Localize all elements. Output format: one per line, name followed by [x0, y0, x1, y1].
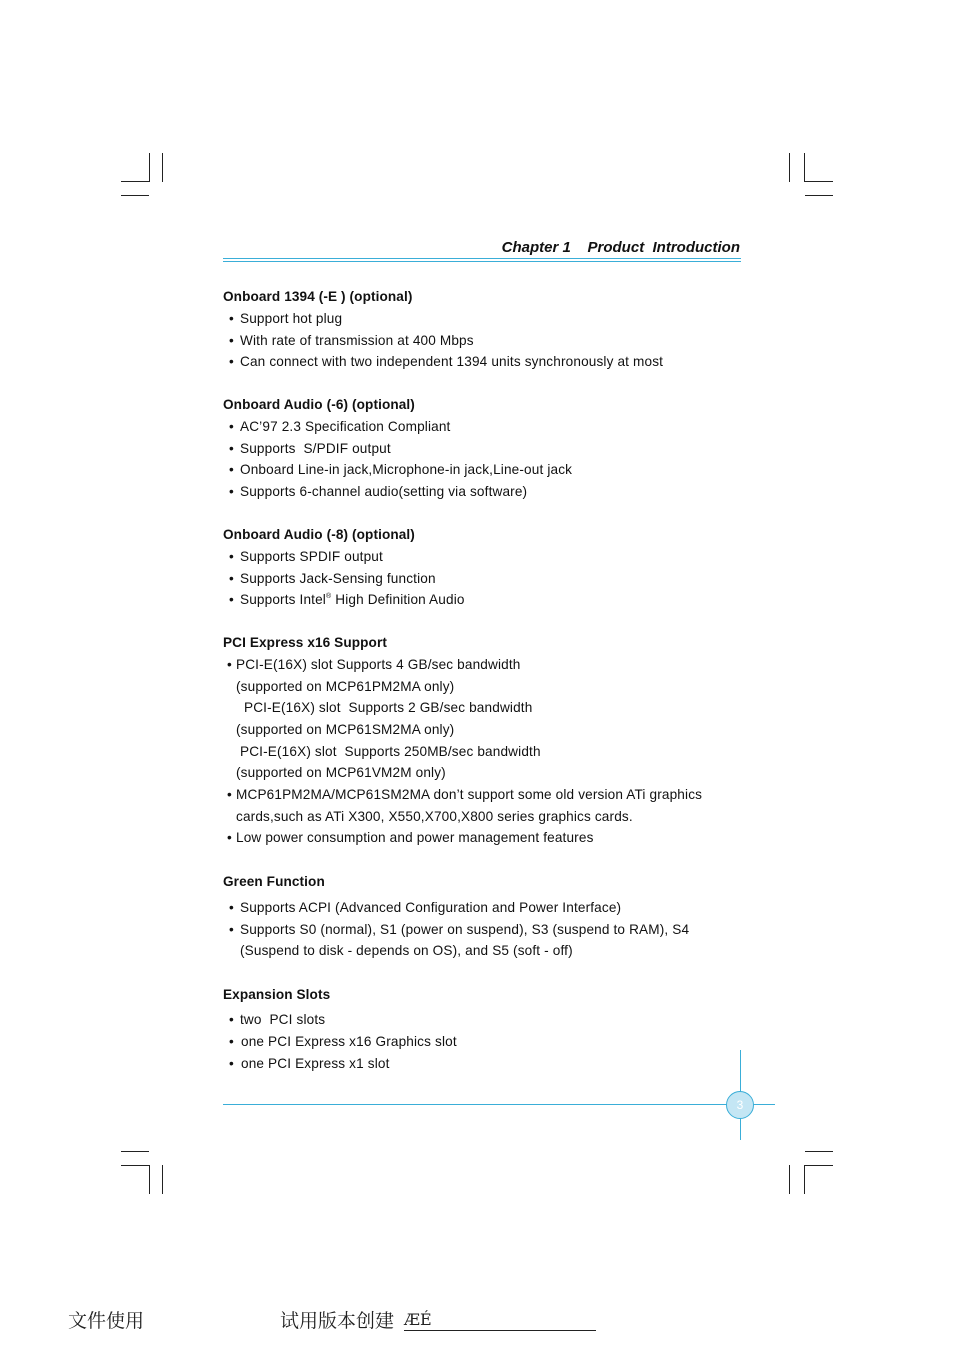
crop-mark: [789, 153, 790, 182]
list-item: • Supports Intel® High Definition Audio: [223, 589, 763, 611]
list-item: • Supports 6-channel audio(setting via software): [223, 481, 763, 503]
crop-mark: [149, 153, 150, 182]
crop-mark: [162, 153, 163, 182]
bullet: •: [229, 462, 234, 478]
bullet: •: [229, 921, 234, 937]
bullet: •: [229, 311, 234, 326]
bullet: •: [229, 592, 234, 608]
list-item: • two PCI slots: [223, 1009, 763, 1031]
list-item-continuation: (supported on MCP61SM2MA only): [236, 721, 455, 737]
footer-right-text: 试用版本创建: [280, 1310, 395, 1332]
list-item-continuation: (supported on MCP61PM2MA only): [236, 678, 455, 694]
list-item-continuation: PCI-E(16X) slot Supports 2 GB/sec bandwidth: [244, 700, 533, 716]
section-title: Expansion Slots: [223, 987, 331, 1003]
section-expansion-slots: [223, 984, 763, 1074]
bullet: •: [229, 570, 234, 586]
bullet: •: [229, 1012, 234, 1028]
header-rule: [223, 258, 741, 259]
bullet: •: [229, 354, 234, 370]
list-item: • Support hot plug: [223, 308, 763, 330]
crop-mark: [121, 181, 149, 182]
footer-left-text: 文件使用: [68, 1310, 145, 1332]
crop-mark: [162, 1165, 163, 1194]
list-item: • Supports ACPI (Advanced Configuration and Power Interface): [223, 897, 763, 919]
bullet: •: [227, 656, 232, 672]
crop-mark: [805, 1151, 833, 1152]
list-item: • Onboard Line-in jack,Microphone-in jack,Line-out jack: [223, 459, 763, 481]
list-item-continuation: cards,such as ATi X300, X550,X700,X800 series graphics cards.: [236, 808, 633, 824]
crop-mark: [121, 1165, 149, 1166]
footer-right-suffix: ÆÉ: [404, 1310, 432, 1329]
header-rule: [223, 261, 741, 262]
chapter-title: Product Introduction: [587, 239, 740, 256]
page-number: 3: [726, 1091, 754, 1119]
list-item: • Supports Jack-Sensing function: [223, 568, 763, 590]
section-title: Green Function: [223, 874, 325, 890]
list-item: • one PCI Express x1 slot: [223, 1053, 763, 1075]
section-title: Onboard Audio (-6) (optional): [223, 397, 415, 413]
list-item: • Can connect with two independent 1394 units synchronously at most: [223, 351, 763, 373]
crop-mark: [805, 195, 833, 196]
list-item: • Supports S/PDIF output: [223, 438, 763, 460]
bullet: •: [227, 830, 232, 846]
list-item: • MCP61PM2MA/MCP61SM2MA don’t support some old version ATi graphics: [223, 784, 763, 806]
bullet: •: [227, 787, 232, 802]
section-pci-express: [223, 632, 763, 849]
chapter-header: [502, 239, 740, 256]
footer-underline: [404, 1330, 596, 1331]
list-item: • PCI-E(16X) slot Supports 4 GB/sec bandwidth: [223, 654, 763, 676]
bullet: •: [229, 419, 234, 435]
list-item: • Low power consumption and power management features: [223, 827, 763, 849]
crop-mark: [121, 1151, 149, 1152]
bullet: •: [229, 440, 234, 456]
list-item: • With rate of transmission at 400 Mbps: [223, 330, 763, 352]
crop-mark: [149, 1165, 150, 1194]
list-item: • Supports SPDIF output: [223, 546, 763, 568]
footer-rule: [223, 1104, 775, 1105]
section-title: Onboard Audio (-8) (optional): [223, 526, 415, 542]
page-content: [223, 286, 763, 1074]
crop-mark: [804, 1165, 805, 1194]
section-onboard-1394: [223, 286, 763, 373]
list-item: • AC’97 2.3 Specification Compliant: [223, 416, 763, 438]
bullet: •: [229, 484, 234, 500]
bullet: •: [229, 1033, 234, 1049]
crop-mark: [804, 153, 805, 182]
list-item-continuation: (supported on MCP61VM2M only): [236, 765, 446, 781]
crop-mark: [121, 195, 149, 196]
list-item-continuation: (Suspend to disk - depends on OS), and S5 (soft - off): [240, 943, 573, 959]
section-green-function: [223, 871, 763, 962]
list-item: • one PCI Express x16 Graphics slot: [223, 1031, 763, 1053]
crop-mark: [805, 1165, 833, 1166]
section-title: PCI Express x16 Support: [223, 634, 387, 650]
section-onboard-audio-6: [223, 394, 763, 503]
bullet: •: [229, 1055, 234, 1071]
crop-mark: [805, 181, 833, 182]
section-title: Onboard 1394 (-E ) (optional): [223, 289, 413, 304]
section-onboard-audio-8: [223, 524, 763, 611]
chapter-label: Chapter 1: [501, 239, 571, 256]
list-item-continuation: PCI-E(16X) slot Supports 250MB/sec bandwidth: [240, 743, 541, 759]
crop-mark: [789, 1165, 790, 1194]
bullet: •: [229, 548, 234, 564]
bullet: •: [229, 900, 234, 916]
list-item: • Supports S0 (normal), S1 (power on suspend), S3 (suspend to RAM), S4: [223, 919, 763, 941]
bullet: •: [229, 332, 234, 348]
registered-mark: ®: [325, 593, 332, 601]
